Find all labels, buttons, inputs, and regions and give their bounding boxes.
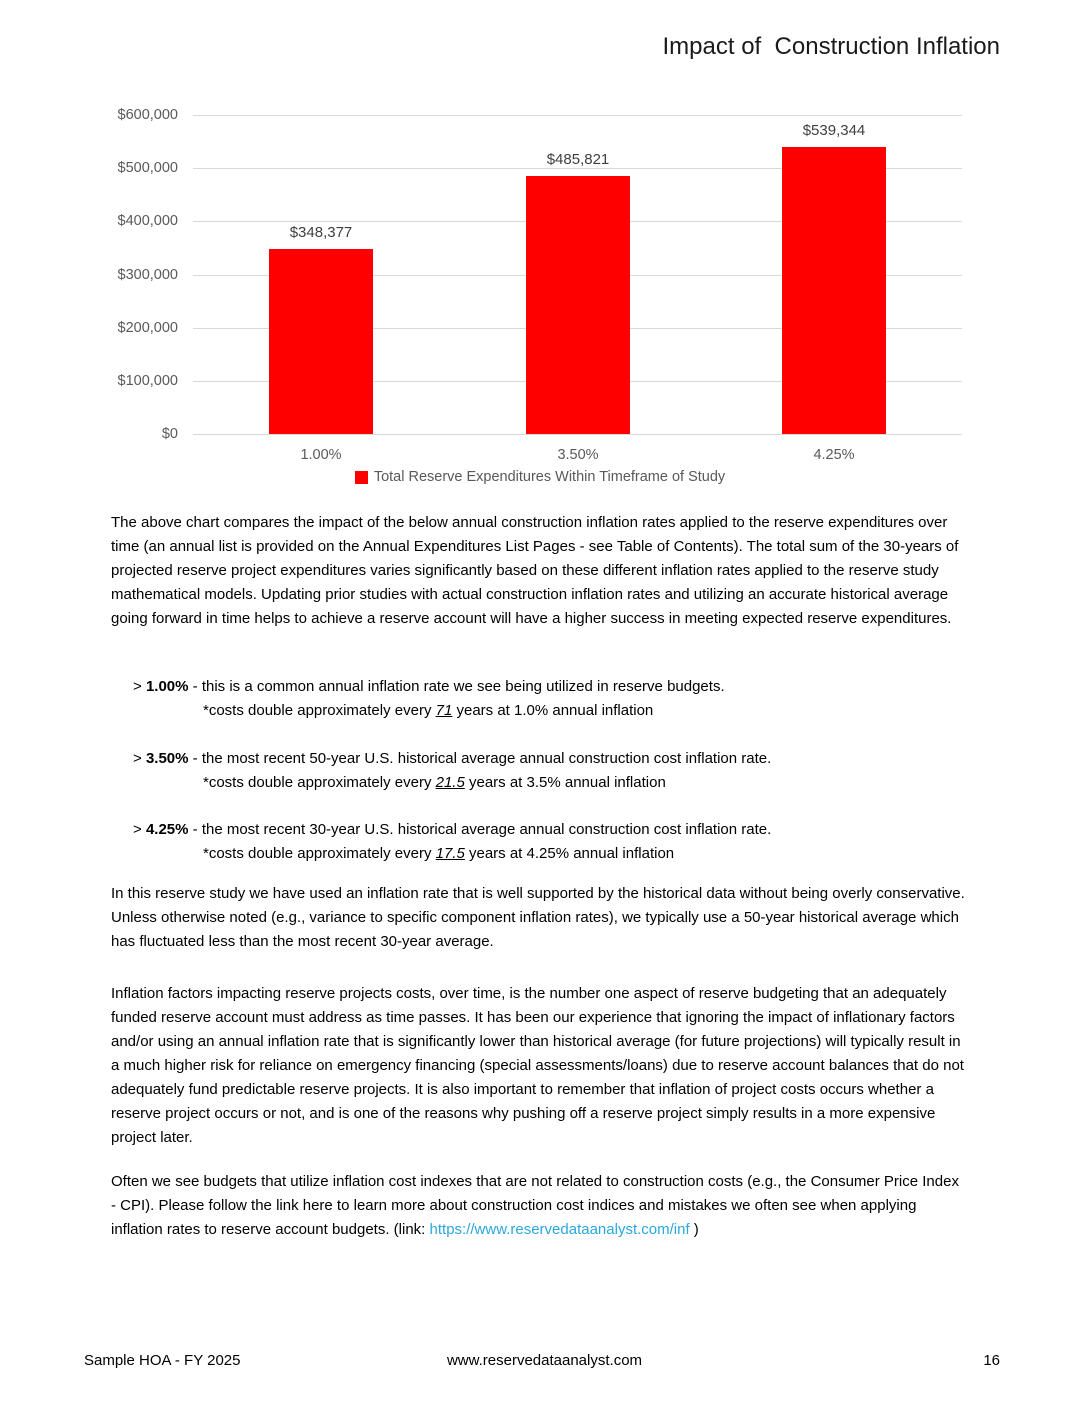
bullet-line [133, 675, 968, 699]
bullet-marker: > [133, 678, 142, 695]
bar-1.00% [269, 249, 373, 434]
chart-legend [0, 469, 1080, 485]
doubling-years-value: 71 [435, 702, 453, 719]
bullet-rate-value: 4.25% [145, 821, 189, 838]
bullet-subline [133, 771, 968, 795]
doubling-years-value: 21.5 [435, 774, 465, 791]
bullet-text: - the most recent 50-year U.S. historical average annual construction cost inflation rate. [188, 750, 772, 767]
bullet-text: - this is a common annual inflation rate we see being utilized in reserve budgets. [188, 678, 725, 695]
y-axis-tick-label: $300,000 [117, 267, 178, 283]
inflation-info-link[interactable]: https://www.reservedataanalyst.com/inf [429, 1221, 690, 1238]
bullet-sub-prefix: *costs double approximately every [203, 774, 436, 791]
bar-value-label: $539,344 [802, 122, 866, 139]
bullet-subline [133, 699, 968, 723]
bar-4.25% [782, 147, 886, 434]
bullet-sub-suffix: years at 3.5% annual inflation [464, 774, 666, 791]
y-axis-tick-label: $200,000 [117, 320, 178, 336]
link-paragraph-closing: ) [689, 1221, 699, 1238]
x-axis-tick-label: 1.00% [300, 447, 342, 463]
bullet-marker: > [133, 750, 142, 767]
bar-value-label: $348,377 [289, 224, 353, 241]
page-footer [0, 1352, 1089, 1376]
bullet-line [133, 818, 968, 842]
footer-website: www.reservedataanalyst.com [446, 1352, 643, 1369]
y-axis-tick-label: $400,000 [117, 213, 178, 229]
gridline [193, 434, 962, 435]
bullet-line [133, 747, 968, 771]
bullet-rate-value: 1.00% [145, 678, 189, 695]
legend-swatch-red [355, 471, 368, 484]
bullet-rate-1 [133, 675, 968, 723]
bullet-text: - the most recent 30-year U.S. historical average annual construction cost inflation rate. [188, 821, 772, 838]
bullet-subline [133, 842, 968, 866]
bar-3.50% [526, 176, 630, 434]
link-paragraph-text: Often we see budgets that utilize inflation cost indexes that are not related to construction costs (e.g., the Consumer Price Index - CPI). Please follow the link here to learn more about construction cost indices and mistakes we often see when applying inflation rates to reserve account budgets. (link: [111, 1173, 959, 1238]
inflation-impact-bar-chart [0, 105, 1089, 505]
bullet-sub-prefix: *costs double approximately every [203, 702, 436, 719]
inflation-factors-paragraph: Inflation factors impacting reserve projects costs, over time, is the number one aspect of reserve budgeting that an adequately funded reserve account must address as time passes. It has been our experience that ignoring the impact of inflationary factors and/or using an annual inflation rate that is significantly lower than historical average (for future projections) will typically result in a much higher risk for reliance on emergency financing (special assessments/loans) due to reserve account balances that do not adequately fund predictable reserve projects. It is also important to remember that inflation of project costs occurs whether a reserve project occurs or not, and is one of the reasons why pushing off a reserve project simply results in a more expensive project later. [111, 985, 964, 1146]
bar-value-label: $485,821 [546, 151, 610, 168]
bullet-sub-suffix: years at 4.25% annual inflation [464, 845, 675, 862]
y-axis-tick-label: $500,000 [117, 160, 178, 176]
gridline [193, 115, 962, 116]
x-axis-tick-label: 3.50% [557, 447, 599, 463]
y-axis-tick-label: $0 [161, 426, 178, 442]
doubling-years-value: 17.5 [435, 845, 465, 862]
y-axis-tick-label: $600,000 [117, 107, 178, 123]
bullet-rate-3 [133, 818, 968, 866]
intro-paragraph: The above chart compares the impact of the below annual construction inflation rates applied to the reserve expenditures over time (an annual list is provided on the Annual Expenditures List Pages - see Table of Contents). The total sum of the 30-years of projected reserve project expenditures varies significantly based on these different inflation rates applied to the reserve study mathematical models. Updating prior studies with actual construction inflation rates and utilizing an accurate historical average going forward in time helps to achieve a reserve account will have a higher success in meeting expected reserve expenditures. [111, 514, 959, 627]
bullet-sub-suffix: years at 1.0% annual inflation [452, 702, 654, 719]
bullet-rate-value: 3.50% [145, 750, 189, 767]
cpi-link-paragraph [111, 1170, 968, 1242]
y-axis-tick-label: $100,000 [117, 373, 178, 389]
bullet-sub-prefix: *costs double approximately every [203, 845, 436, 862]
bullet-rate-2 [133, 747, 968, 795]
footer-client-name: Sample HOA - FY 2025 [84, 1352, 241, 1369]
bullet-marker: > [133, 821, 142, 838]
x-axis-tick-label: 4.25% [813, 447, 855, 463]
footer-page-number: 16 [983, 1352, 1000, 1369]
page-title: Impact of Construction Inflation [662, 33, 1000, 60]
rate-choice-paragraph: In this reserve study we have used an inflation rate that is well supported by the historical data without being overly conservative. Unless otherwise noted (e.g., variance to specific component inflation rates), we typically use a 50-year historical average which has fluctuated less than the most recent 30-year average. [111, 885, 965, 950]
legend-label: Total Reserve Expenditures Within Timeframe of Study [373, 469, 726, 485]
